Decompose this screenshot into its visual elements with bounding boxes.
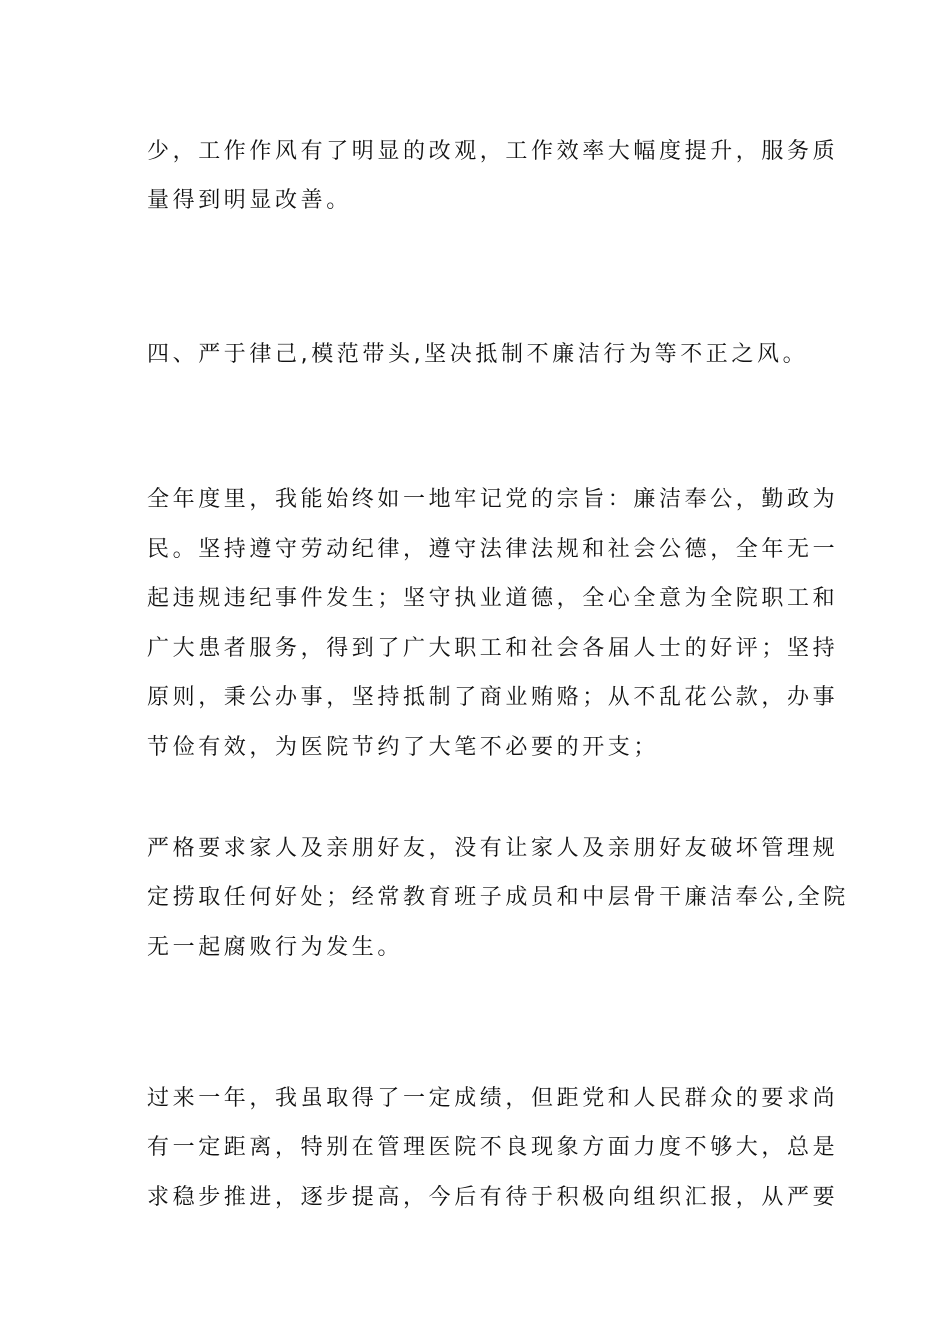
- paragraph-5-line-2: 有一定距离，特别在管理医院不良现象方面力度不够大，总是: [147, 1135, 839, 1160]
- paragraph-1-line-1: 少，工作作风有了明显的改观，工作效率大幅度提升，服务质: [147, 139, 839, 164]
- paragraph-1-line-2: 量得到明显改善。: [147, 188, 352, 213]
- paragraph-4-line-3: 无一起腐败行为发生。: [147, 935, 404, 960]
- paragraph-3-line-6: 节俭有效，为医院节约了大笔不必要的开支；: [147, 735, 660, 760]
- section-heading-4: 四、严于律己,模范带头,坚决抵制不廉洁行为等不正之风。: [147, 342, 809, 367]
- paragraph-5-line-1: 过来一年，我虽取得了一定成绩，但距党和人民群众的要求尚: [147, 1086, 839, 1111]
- paragraph-5-line-3: 求稳步推进，逐步提高，今后有待于积极向组织汇报，从严要: [147, 1185, 839, 1210]
- paragraph-3-line-3: 起违规违纪事件发生；坚守执业道德，全心全意为全院职工和: [147, 586, 839, 611]
- paragraph-4-line-2: 定捞取任何好处；经常教育班子成员和中层骨干廉洁奉公,全院: [147, 885, 849, 910]
- paragraph-3-line-1: 全年度里，我能始终如一地牢记党的宗旨：廉洁奉公，勤政为: [147, 487, 839, 512]
- paragraph-3-line-5: 原则，秉公办事，坚持抵制了商业贿赂；从不乱花公款，办事: [147, 685, 839, 710]
- paragraph-3-line-4: 广大患者服务，得到了广大职工和社会各届人士的好评；坚持: [147, 636, 839, 661]
- paragraph-4-line-1: 严格要求家人及亲朋好友，没有让家人及亲朋好友破坏管理规: [147, 836, 839, 861]
- paragraph-3-line-2: 民。坚持遵守劳动纪律，遵守法律法规和社会公德，全年无一: [147, 537, 839, 562]
